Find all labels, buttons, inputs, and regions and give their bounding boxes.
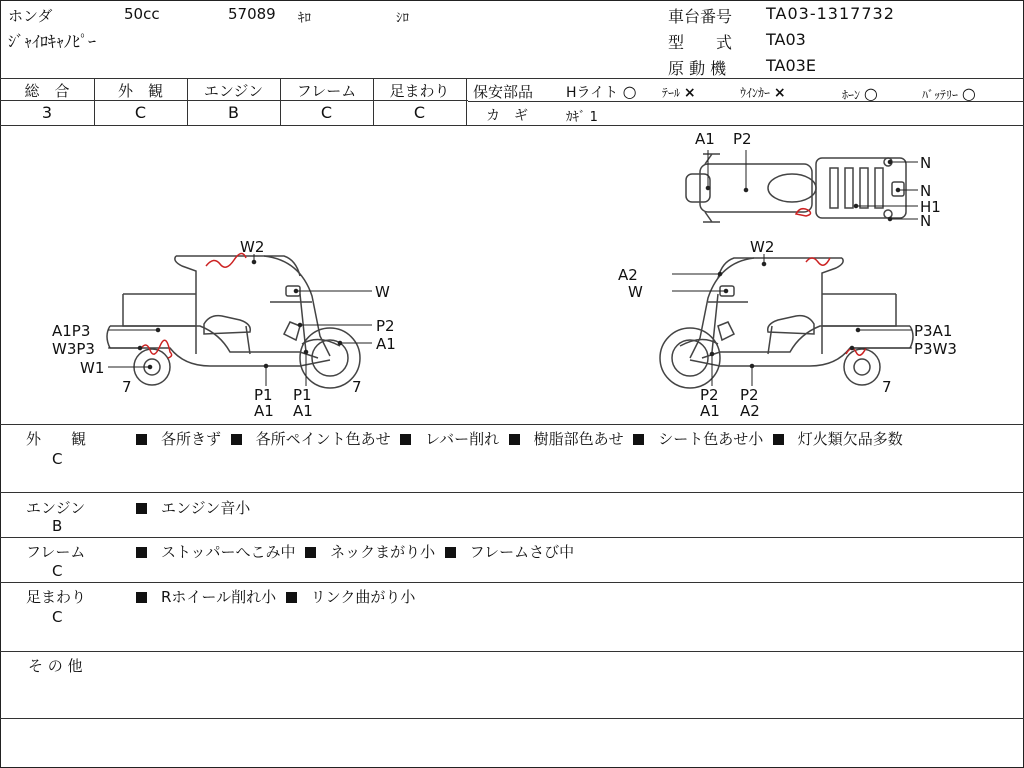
grade-suspension-value: C	[413, 103, 426, 122]
grade-frame-label: フレーム	[296, 82, 357, 100]
label-left-p2: P2	[376, 317, 395, 335]
label-left-w: W	[375, 283, 390, 301]
note-engine-category: エンジン	[26, 499, 86, 517]
label-left-w2: W2	[240, 238, 265, 256]
engine-value: TA03E	[766, 56, 816, 75]
safety-headlight: Hライト ○	[566, 82, 637, 101]
label-right-w: W	[628, 283, 643, 301]
label-left-p1a: P1	[254, 386, 273, 404]
note-frame-category: フレーム	[26, 543, 86, 561]
right-side-view	[660, 258, 913, 388]
label-left-a1a: A1	[254, 402, 274, 420]
damage-marks	[140, 209, 866, 358]
label-right-p3w3: P3W3	[914, 340, 957, 358]
mileage: 57089	[228, 5, 276, 23]
label-right-w2: W2	[750, 238, 775, 256]
note-frame-grade: C	[52, 562, 63, 580]
grade-engine-label: エンジン	[203, 82, 264, 100]
label-left-w1: W1	[80, 359, 105, 377]
label-top-n2: N	[920, 182, 932, 200]
label-left-a1p3: A1P3	[52, 322, 91, 340]
safety-tail: ﾃｰﾙ ×	[662, 85, 696, 101]
key-label: カ ギ	[486, 108, 528, 124]
engine-label: 原 動 機	[668, 59, 727, 78]
chassis-value: TA03-1317732	[766, 4, 895, 23]
left-side-view	[107, 256, 360, 388]
grade-overall-value: 3	[41, 103, 53, 122]
label-left-w3p3: W3P3	[52, 340, 95, 358]
label-left-seven-b: 7	[352, 378, 362, 396]
chassis-label: 車台番号	[668, 7, 733, 26]
note-suspension-category: 足まわり	[26, 588, 87, 606]
safety-battery: ﾊﾞｯﾃﾘｰ ○	[922, 84, 976, 103]
label-left-p1b: P1	[293, 386, 312, 404]
label-left-seven-a: 7	[122, 378, 132, 396]
label-right-p3a1: P3A1	[914, 322, 953, 340]
note-exterior-grade: C	[52, 450, 63, 468]
label-top-n3: N	[920, 212, 932, 230]
displacement: 50cc	[124, 5, 160, 23]
label-top-p2: P2	[733, 130, 752, 148]
model-name: ｼﾞｬｲﾛｷｬﾉﾋﾟｰ	[8, 32, 97, 51]
note-suspension-grade: C	[52, 608, 63, 626]
mileage-unit: ｷﾛ	[298, 11, 311, 26]
label-right-p2a: P2	[700, 386, 719, 404]
note-exterior-category: 外 観	[26, 430, 87, 448]
key-value: ｶｷﾞ 1	[566, 110, 598, 125]
label-top-h1: H1	[920, 198, 941, 216]
maker: ホンダ	[8, 7, 53, 25]
grade-exterior-label: 外 観	[117, 82, 163, 100]
color: ｼﾛ	[396, 11, 409, 26]
label-right-a1: A1	[700, 402, 720, 420]
safety-title: 保安部品	[473, 83, 534, 101]
grade-suspension-label: 足まわり	[389, 82, 450, 100]
label-top-a1: A1	[695, 130, 715, 148]
safety-winker: ｳｲﾝｶｰ ×	[740, 85, 786, 101]
note-other-category: そ の 他	[28, 657, 83, 675]
label-top-n1: N	[920, 154, 932, 172]
note-exterior-items: 各所きず 各所ペイント色あせ レバー削れ 樹脂部色あせ シート色あせ小 灯火類欠品多数	[136, 428, 1006, 450]
scooter-diagram	[0, 126, 1024, 424]
top-view	[686, 154, 906, 222]
safety-horn: ﾎｰﾝ ○	[842, 84, 878, 103]
label-right-a2: A2	[618, 266, 638, 284]
note-frame-items: ストッパーへこみ中 ネックまがり小 フレームさび中	[136, 541, 574, 562]
label-right-seven: 7	[882, 378, 892, 396]
label-right-p2b: P2	[740, 386, 759, 404]
label-left-a1: A1	[376, 335, 396, 353]
grade-frame-value: C	[320, 103, 333, 122]
grade-overall-label: 総 合	[24, 82, 70, 100]
label-right-a2b: A2	[740, 402, 760, 420]
label-left-a1b: A1	[293, 402, 313, 420]
note-suspension-items: Rホイール削れ小 リンク曲がり小	[136, 586, 415, 607]
note-engine-items: エンジン音小	[136, 497, 250, 518]
type-label: 型 式	[668, 33, 733, 52]
grade-exterior-value: C	[134, 103, 147, 122]
note-engine-grade: B	[52, 517, 63, 535]
grade-engine-value: B	[228, 103, 239, 122]
type-value: TA03	[766, 30, 806, 49]
